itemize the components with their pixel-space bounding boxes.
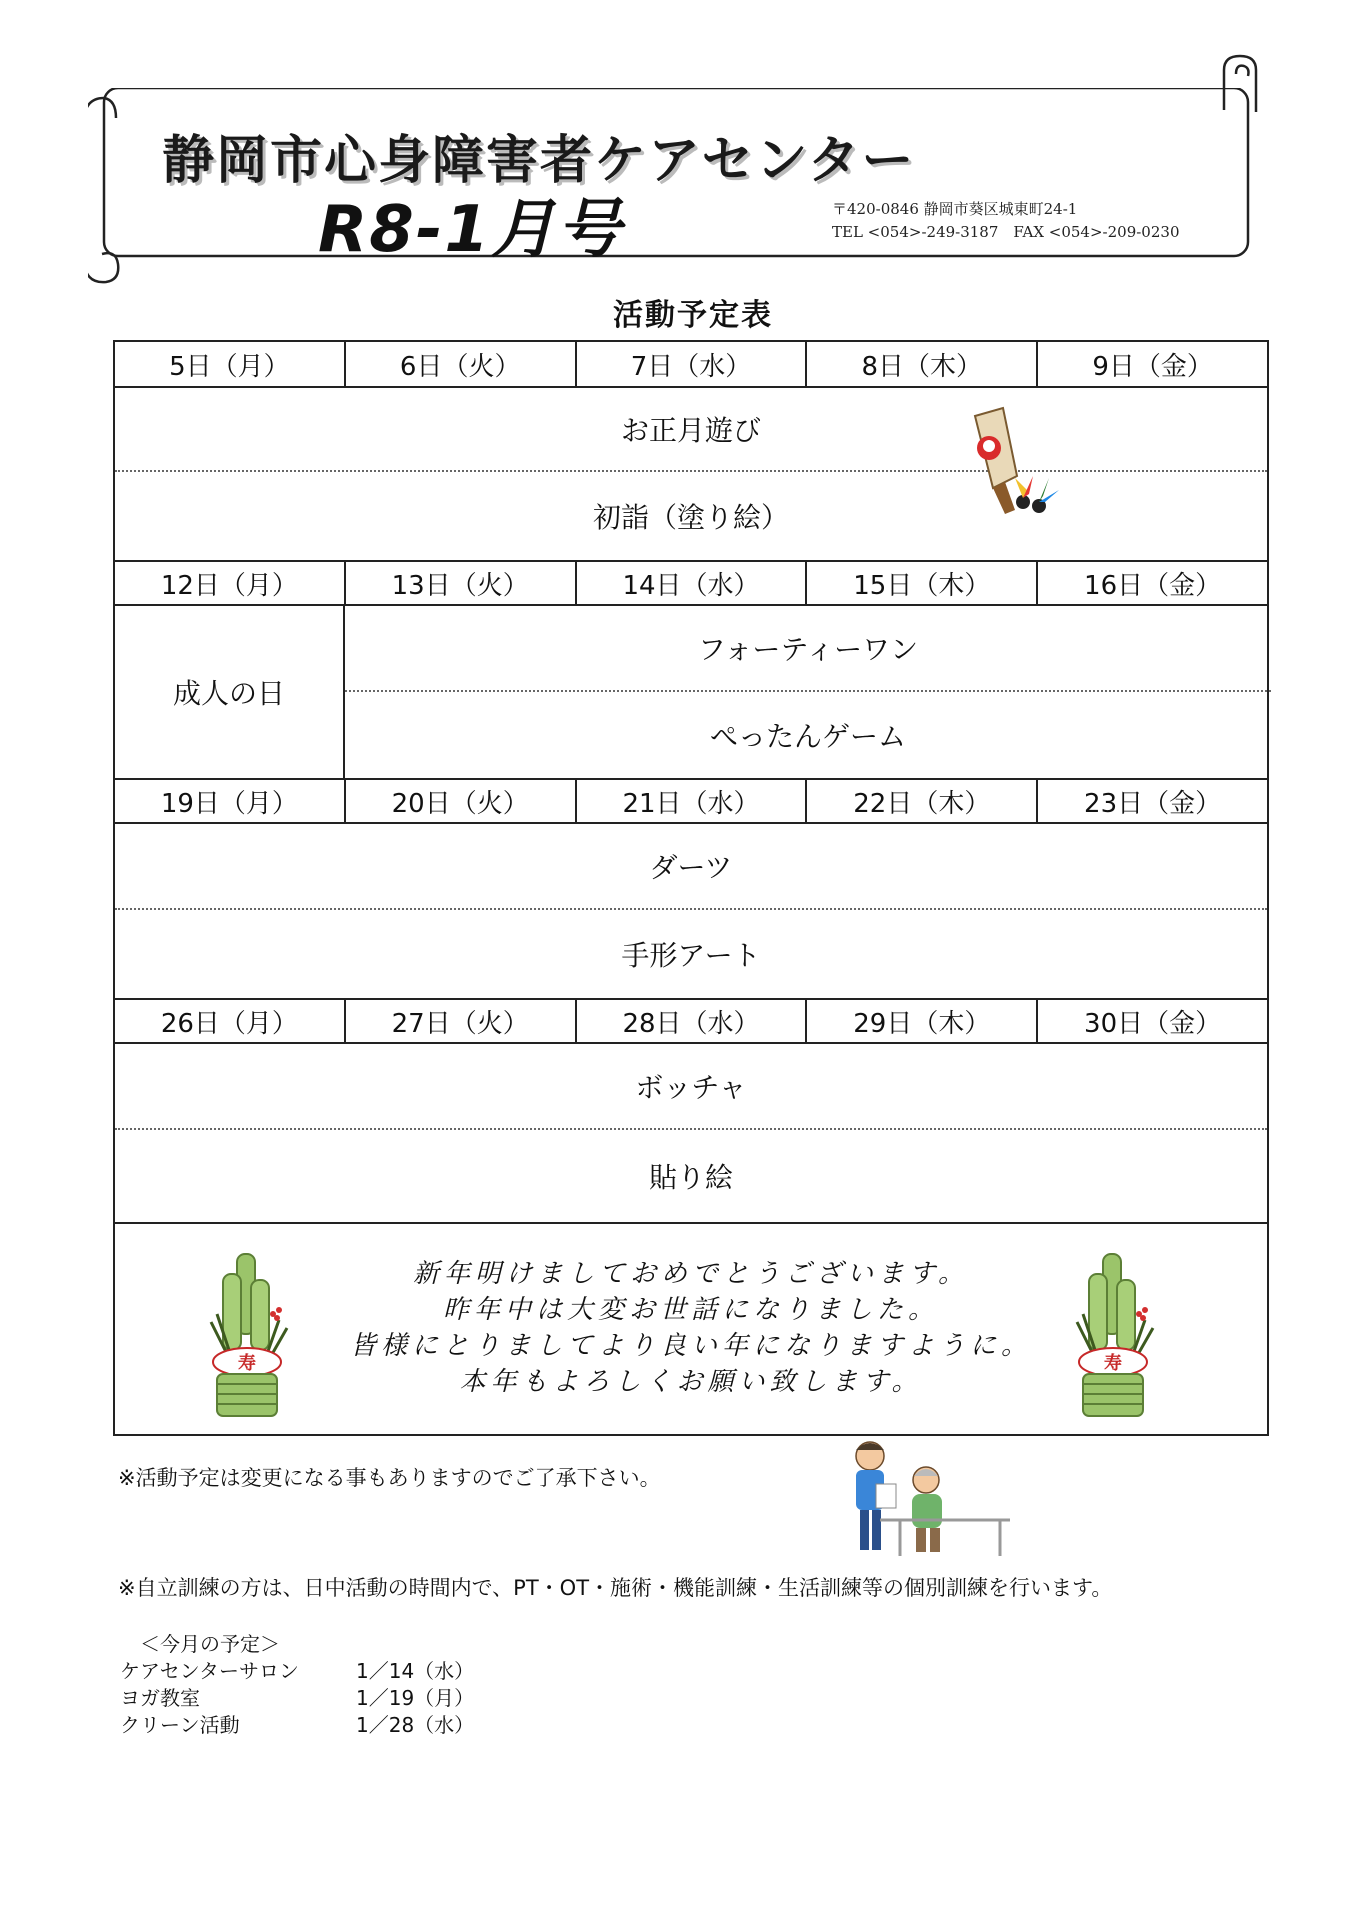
day-cell: 8日（木） xyxy=(807,342,1038,386)
schedule-title: 活動予定表 xyxy=(613,298,773,333)
kadomatsu-label: 寿 xyxy=(238,1353,256,1374)
plan-item-label: ヨガ教室 xyxy=(120,1686,200,1710)
greeting-line: 新年明けましておめでとうございます。 xyxy=(413,1259,969,1289)
plan-item-label: クリーン活動 xyxy=(120,1713,240,1737)
organization-name: 静岡市心身障害者ケアセンター xyxy=(162,131,916,191)
day-cell: 28日（水） xyxy=(577,1000,808,1042)
day-cell: 12日（月） xyxy=(115,562,346,604)
day-cell: 30日（金） xyxy=(1084,1008,1222,1039)
plan-item-date: 1／19（月） xyxy=(356,1686,475,1710)
week-4-day-row xyxy=(115,998,1267,1044)
day-cell: 16日（金） xyxy=(1084,570,1222,601)
day-cell: 21日（水） xyxy=(577,780,808,822)
week-1-day-row xyxy=(115,342,1267,388)
activity-row: 手形アート xyxy=(621,939,761,972)
schedule-change-notice: ※活動予定は変更になる事もありますのでご了承下さい。 xyxy=(118,1466,661,1490)
contact-info xyxy=(832,198,1179,244)
activity-row: ぺったんゲーム xyxy=(709,720,906,753)
issue-label: R8-1月号 xyxy=(318,193,623,267)
week-3-day-row xyxy=(115,778,1267,824)
monthly-plan-heading: ＜今月の予定＞ xyxy=(140,1632,280,1656)
activity-row: お正月遊び xyxy=(115,388,1267,472)
day-cell: 26日（月） xyxy=(115,1000,346,1042)
activity-row: 初詣（塗り絵） xyxy=(592,501,789,534)
plan-item-label: ケアセンターサロン xyxy=(120,1659,299,1683)
phone-fax-line: TEL <054>-249-3187 FAX <054>-209-0230 xyxy=(832,223,1180,241)
greeting-line: 皆様にとりましてより良い年になりますように。 xyxy=(349,1331,1032,1361)
hagoita-illustration xyxy=(953,406,1063,526)
greeting-line: 昨年中は大変お世話になりました。 xyxy=(442,1295,939,1325)
day-cell: 13日（火） xyxy=(346,562,577,604)
plan-item-date: 1／14（水） xyxy=(356,1659,475,1683)
day-cell: 14日（水） xyxy=(577,562,808,604)
activity-row: ボッチャ xyxy=(115,1044,1267,1130)
activity-row: 貼り絵 xyxy=(648,1161,733,1194)
new-year-greeting xyxy=(115,1222,1267,1436)
day-cell: 6日（火） xyxy=(346,342,577,386)
week-2-day-row xyxy=(115,560,1267,606)
day-cell: 5日（月） xyxy=(115,342,346,386)
address-line: 〒420-0846 静岡市葵区城東町24-1 xyxy=(832,200,1078,218)
greeting-line: 本年もよろしくお願い致します。 xyxy=(459,1367,923,1397)
day-cell: 15日（木） xyxy=(807,562,1038,604)
holiday-cell: 成人の日 xyxy=(115,606,345,778)
day-cell: 23日（金） xyxy=(1084,788,1222,819)
day-cell: 19日（月） xyxy=(115,780,346,822)
schedule-table xyxy=(113,340,1269,1436)
day-cell: 7日（水） xyxy=(577,342,808,386)
scroll-right-curl xyxy=(1216,52,1276,112)
kadomatsu-right-illustration xyxy=(1073,1250,1159,1420)
day-cell: 22日（木） xyxy=(807,780,1038,822)
day-cell: 9日（金） xyxy=(1092,351,1213,382)
training-notice: ※自立訓練の方は、日中活動の時間内で、PT・OT・施術・機能訓練・生活訓練等の個別訓練を行います。 xyxy=(118,1576,1113,1600)
day-cell: 27日（火） xyxy=(346,1000,577,1042)
plan-item-date: 1／28（水） xyxy=(356,1713,475,1737)
rehab-training-illustration xyxy=(840,1440,1020,1560)
day-cell: 29日（木） xyxy=(807,1000,1038,1042)
activity-row: ダーツ xyxy=(115,824,1267,910)
activity-row: フォーティーワン xyxy=(345,606,1271,692)
kadomatsu-label: 寿 xyxy=(1104,1353,1122,1374)
day-cell: 20日（火） xyxy=(346,780,577,822)
